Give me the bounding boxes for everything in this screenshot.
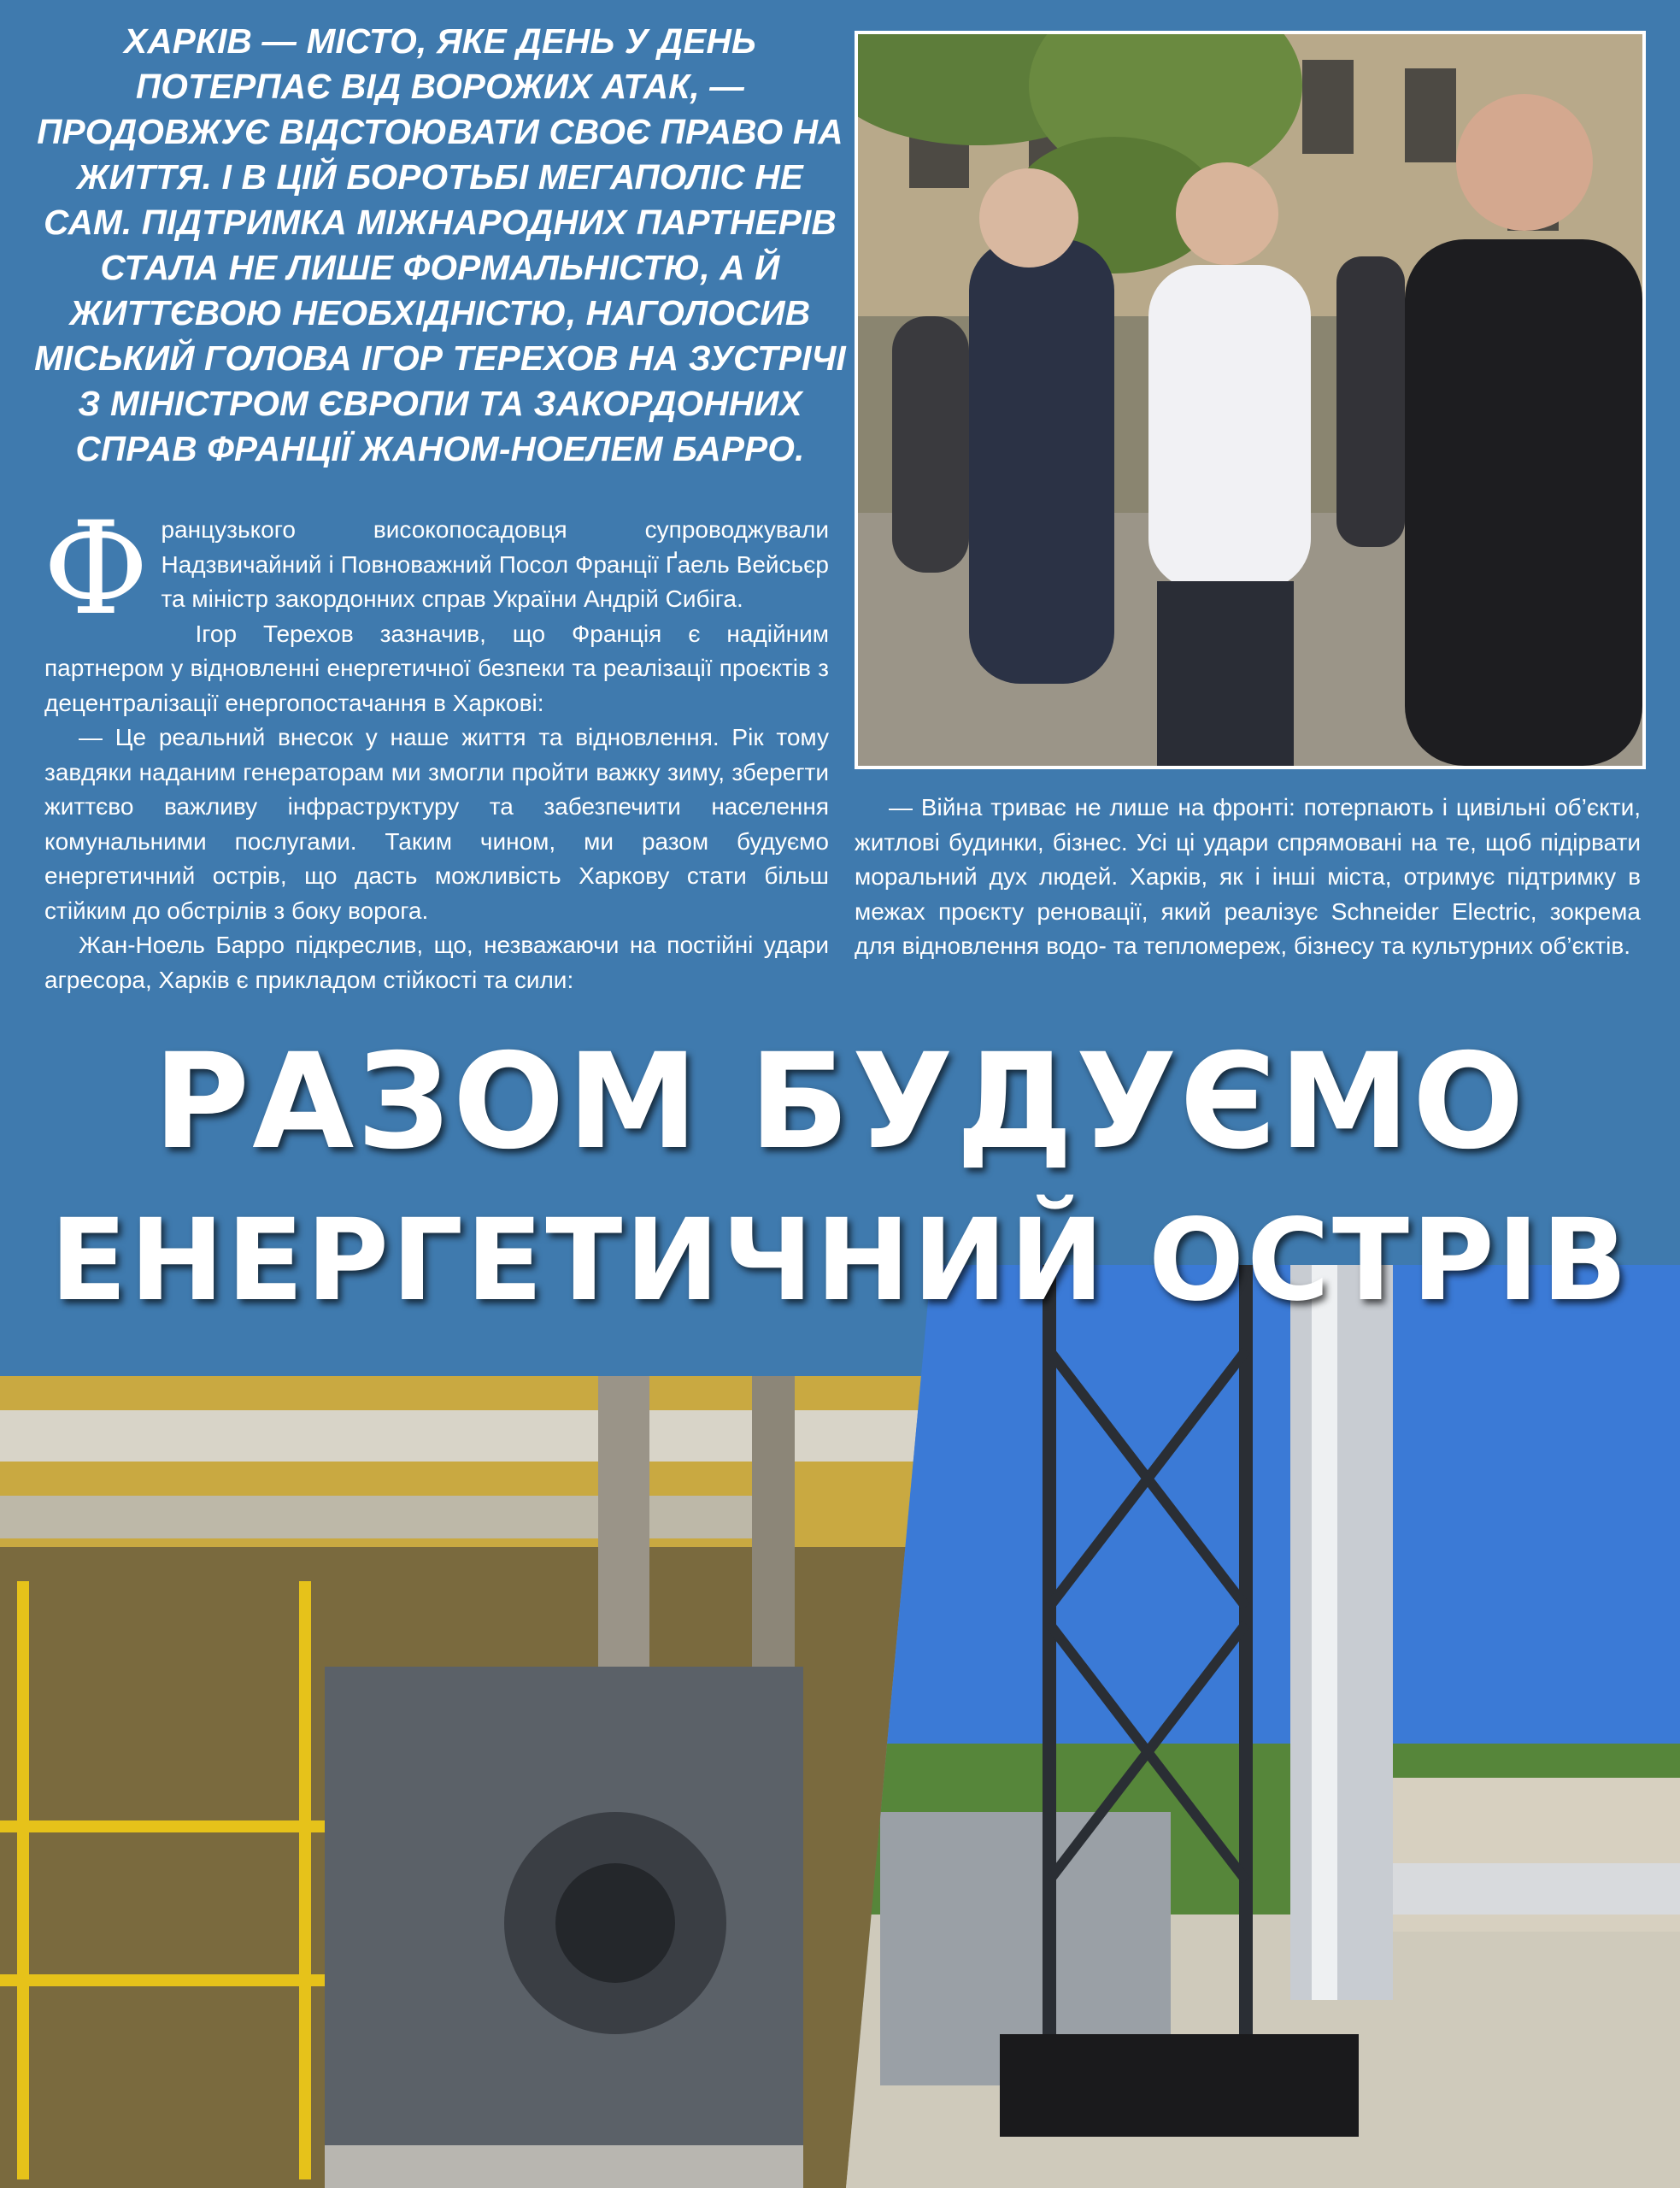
officials-walking-photo (855, 31, 1646, 769)
energy-station-photo (846, 1265, 1680, 2188)
article-left-column (43, 495, 829, 997)
article-paragraph: — Війна триває не лише на фронті: потерпають і цивільні об’єкти, житлові будинки, бізнес. Усі ці удари спрямовані на те, щоб підірвати моральний дух людей. Харків, як і інші міста, отримує підтримку в межах проєкту реновації, який реалізує Schneider Electric, зокрема для відновлення водо- та тепломереж, бізнесу та культурних об’єктів. (855, 794, 1641, 959)
headline-line-2: ЕНЕРГЕТИЧНИЙ ОСТРІВ (50, 1195, 1630, 1326)
article-right-column (855, 791, 1641, 964)
article-paragraph: Жан-Ноель Барро підкреслив, що, незважаючи на постійні удари агресора, Харків є прикладом стійкості та сили: (44, 932, 829, 993)
boiler-room-photo (0, 1376, 931, 2188)
article-paragraph: ранцузького високопосадовця супроводжували Надзвичайний і Повноважний Посол Франції Ґаель Вейсьєр та міністр закордонних справ України Андрій Сибіга. (161, 516, 829, 612)
headline-line-1: РАЗОМ БУДУЄМО (153, 1026, 1527, 1179)
lead-paragraph: ХАРКІВ — МІСТО, ЯКЕ ДЕНЬ У ДЕНЬ ПОТЕРПАЄ ВІД ВОРОЖИХ АТАК, — ПРОДОВЖУЄ ВІДСТОЮВАТИ СВОЄ ПРАВО НА ЖИТТЯ. І В ЦІЙ БОРОТЬБІ МЕГАПОЛІС НЕ САМ. ПІДТРИМКА МІЖНАРОДНИХ ПАРТНЕРІВ СТАЛА НЕ ЛИШЕ ФОРМАЛЬНІСТЮ, А Й ЖИТТЄВОЮ НЕОБХІДНІСТЮ, НАГОЛОСИВ МІСЬКИЙ ГОЛОВА ІГОР ТЕРЕХОВ НА ЗУСТРІЧІ З МІНІСТРОМ ЄВРОПИ ТА ЗАКОРДОННИХ СПРАВ ФРАНЦІЇ ЖАНОМ-НОЕЛЕМ БАРРО. (34, 21, 846, 468)
article-paragraph: — Це реальний внесок у наше життя та відновлення. Рік тому завдяки наданим генераторам ми змогли пройти важку зиму, зберегти життєво важливу інфраструктуру та забезпечити населення комунальними послугами. Таким чином, ми разом будуємо енергетичний острів, що дасть можливість Харкову стати більш стійким до обстрілів з боку ворога. (44, 724, 829, 924)
dropcap-letter: Ф (43, 495, 150, 644)
article-paragraph: Ігор Терехов зазначив, що Франція є надійним партнером у відновленні енергетичної безпеки та реалізації проєктів з децентралізації енергопостачання в Харкові: (44, 620, 829, 716)
